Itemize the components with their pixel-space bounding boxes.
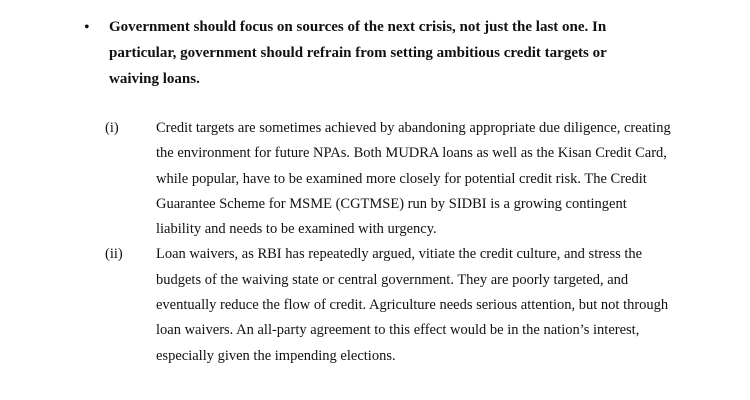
- sub-item-i: [105, 116, 675, 242]
- sub-item-text: Loan waivers, as RBI has repeatedly argued, vitiate the credit culture, and stress the budgets of the waiving state or central government. They are poorly targeted, and eventually reduce the flow of credit. Agriculture needs serious attention, but not through loan waivers. An all-party agreement to this effect would be in the nation’s interest, especially given the impending elections.: [156, 246, 669, 364]
- sub-item-ii: [105, 242, 675, 368]
- numbered-sub-list: [105, 116, 675, 369]
- bullet-dot-icon: •: [84, 19, 90, 36]
- sub-item-marker: (i): [105, 120, 119, 136]
- sub-item-text: Credit targets are sometimes achieved by abandoning appropriate due diligence, creating the environment for future NPAs. Both MUDRA loans as well as the Kisan Credit Card, while popular, have to be examined more closely for potential credit risk. The Credit Guarantee Scheme for MSME (CGTMSE) run by SIDBI is a growing contingent liability and needs to be examined with urgency.: [156, 120, 671, 238]
- bullet-heading-text: Government should focus on sources of the next crisis, not just the last one. In particular, government should refrain from setting ambitious credit targets or waiving loans.: [109, 19, 607, 87]
- sub-item-marker: (ii): [105, 246, 123, 263]
